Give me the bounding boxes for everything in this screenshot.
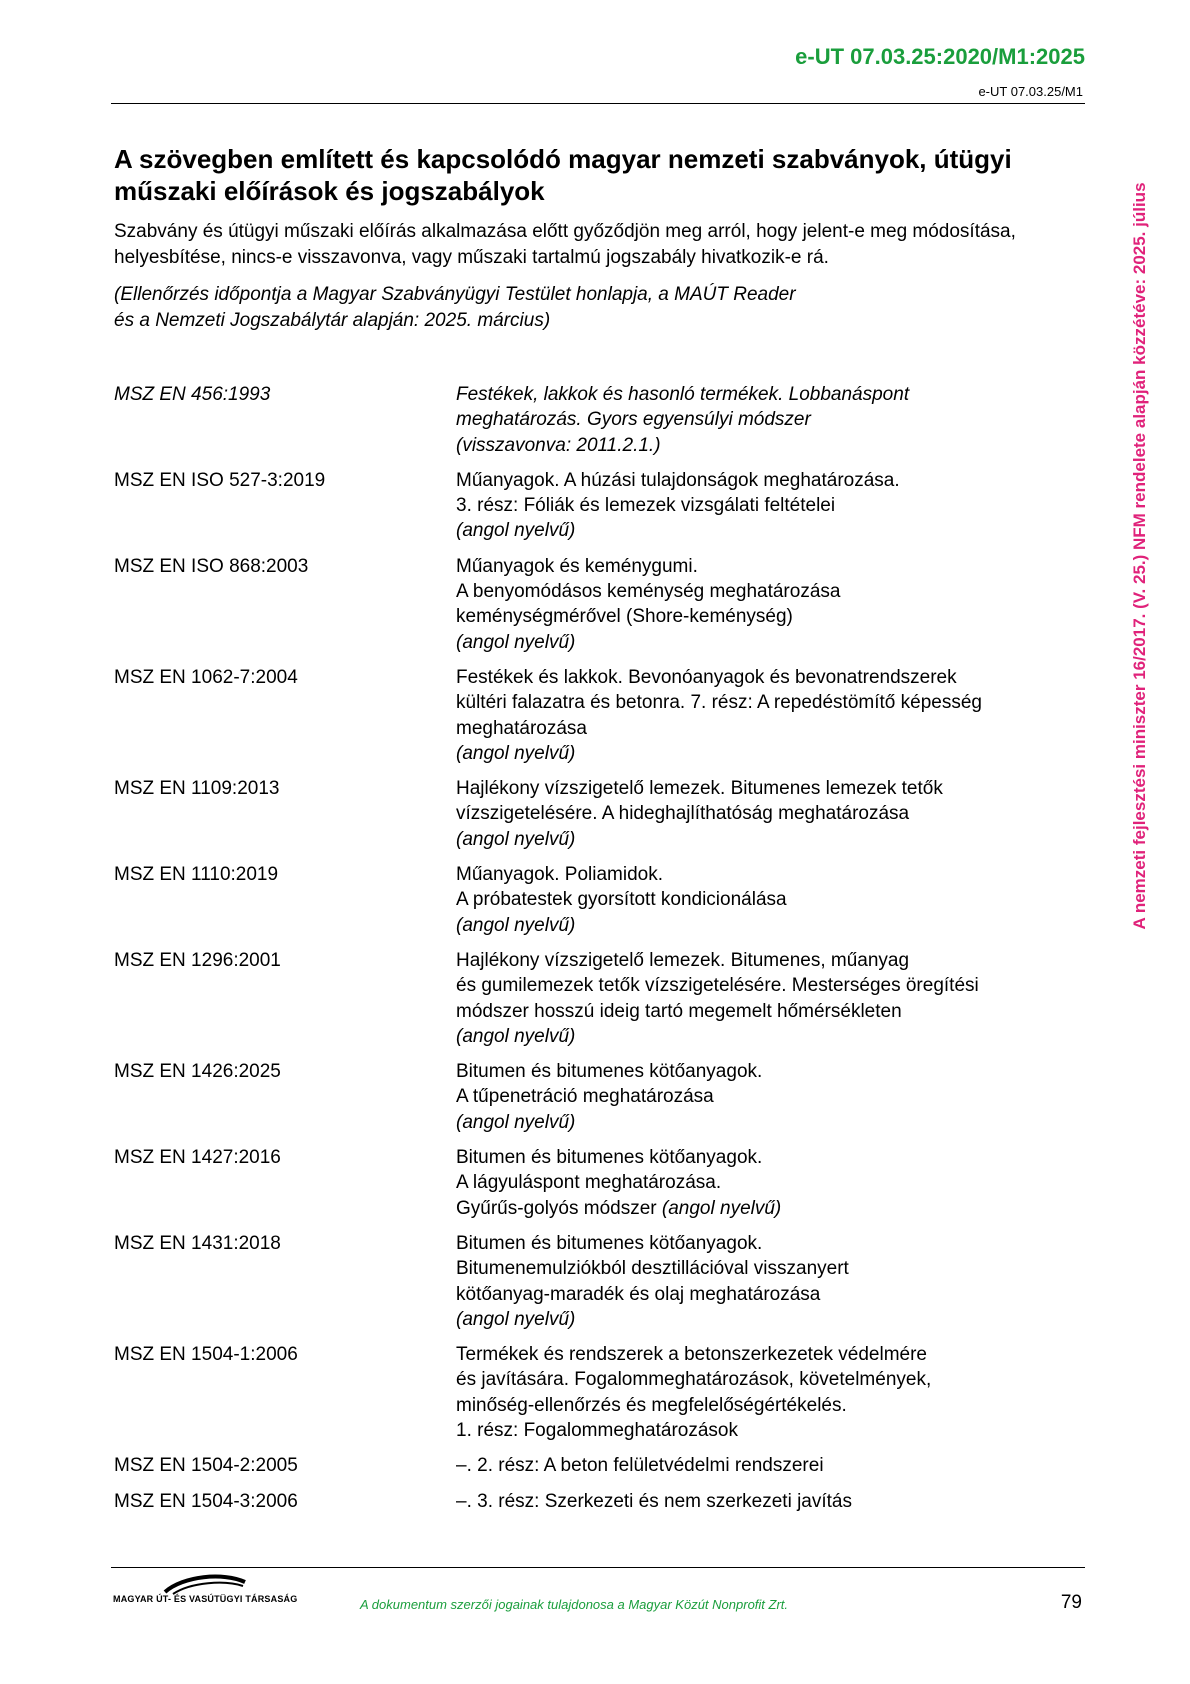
standard-row bbox=[114, 1342, 1094, 1443]
standard-code: MSZ EN 1109:2013 bbox=[114, 778, 280, 800]
standard-title-block bbox=[456, 948, 1094, 1049]
standard-code: MSZ EN 1296:2001 bbox=[114, 949, 281, 971]
standard-row bbox=[114, 1231, 1094, 1332]
standard-language: (angol nyelvű) bbox=[456, 1111, 576, 1133]
standard-title: Bitumen és bitumenes kötőanyagok. A lágyuláspont meghatározása. Gyűrűs-golyós módszer bbox=[456, 1147, 763, 1219]
standard-code: MSZ EN 1110:2019 bbox=[114, 864, 279, 886]
page-heading: A szövegben említett és kapcsolódó magyar nemzeti szabványok, útügyi műszaki előírások és jogszabályok bbox=[114, 144, 1012, 206]
intro-paragraph: Szabvány és útügyi műszaki előírás alkalmazása előtt győződjön meg arról, hogy jelent-e meg módosítása, helyesbítése, nincs-e visszavonva, vagy műszaki tartalmú jogszabály hivatkozik-e rá. bbox=[114, 221, 1016, 268]
standard-code: MSZ EN 1504-2:2005 bbox=[114, 1455, 298, 1477]
standard-title-block bbox=[456, 1145, 1094, 1221]
standard-language: (angol nyelvű) bbox=[456, 1308, 576, 1330]
standard-code: MSZ EN 1431:2018 bbox=[114, 1232, 281, 1254]
header-rule bbox=[111, 103, 1085, 104]
side-note-text: A nemzeti fejlesztési miniszter 16/2017. (V. 25.) NFM rendelete alapján közzétéve: 2025. július bbox=[1130, 182, 1149, 930]
standard-title-block bbox=[456, 1342, 1094, 1443]
standard-language: (angol nyelvű) bbox=[661, 1197, 782, 1219]
standard-row bbox=[114, 1489, 1094, 1514]
standard-title: –. 2. rész: A beton felületvédelmi rendszerei bbox=[456, 1455, 824, 1477]
logo-text: MAGYAR ÚT- ÉS VASÚTÜGYI TÁRSASÁG bbox=[113, 1594, 298, 1604]
standard-code: MSZ EN 456:1993 bbox=[114, 384, 271, 405]
standard-row bbox=[114, 1059, 1094, 1135]
standard-language: (angol nyelvű) bbox=[456, 520, 576, 542]
standard-row bbox=[114, 1145, 1094, 1221]
standard-row bbox=[114, 948, 1094, 1049]
standard-code: MSZ EN ISO 868:2003 bbox=[114, 555, 309, 577]
standard-title: Bitumen és bitumenes kötőanyagok. Bitumenemulziókból desztillációval visszanyert kötőanyag-maradék és olaj meghatározása bbox=[456, 1232, 849, 1305]
footer-rule bbox=[111, 1567, 1085, 1568]
copyright-notice: A dokumentum szerzői jogainak tulajdonosa a Magyar Közút Nonprofit Zrt. bbox=[360, 1597, 789, 1612]
standard-language: (angol nyelvű) bbox=[456, 914, 576, 936]
standard-title: Műanyagok. A húzási tulajdonságok meghatározása. 3. rész: Fóliák és lemezek vizsgálati feltételei bbox=[456, 469, 900, 517]
standard-language: (angol nyelvű) bbox=[456, 828, 576, 850]
standard-title: Hajlékony vízszigetelő lemezek. Bitumenes lemezek tetők vízszigetelésére. A hideghajlíthatóság meghatározása bbox=[456, 778, 943, 825]
standard-row bbox=[114, 468, 1094, 544]
standard-code: MSZ EN ISO 527-3:2019 bbox=[114, 469, 326, 491]
standard-title: Hajlékony vízszigetelő lemezek. Bitumenes, műanyag és gumilemezek tetők vízszigetelésére. Mesterséges öregítési módszer hosszú ideig tartó megemelt hőmérsékleten bbox=[456, 949, 979, 1022]
standard-code: MSZ EN 1504-1:2006 bbox=[114, 1344, 298, 1366]
standard-title: Termékek és rendszerek a betonszerkezetek védelmére és javítására. Fogalommeghatározások, követelmények, minőség-ellenőrzés és megfelelőségértékelés. 1. rész: Fogalommeghatározások bbox=[456, 1344, 932, 1441]
standard-title-block bbox=[456, 1489, 1094, 1514]
standard-title: Műanyagok. Poliamidok. A próbatestek gyorsított kondicionálása bbox=[456, 864, 787, 911]
standard-title: Festékek, lakkok és hasonló termékek. Lobbanáspont meghatározás. Gyors egyensúlyi módszer (visszavonva: 2011.2.1.) bbox=[456, 384, 910, 456]
standard-title: Műanyagok és keménygumi. A benyomódásos keménység meghatározása keménységmérővel (Shore-keménység) bbox=[456, 555, 841, 628]
standard-title: Festékek és lakkok. Bevonóanyagok és bevonatrendszerek kültéri falazatra és betonra. 7. rész: A repedéstömítő képesség meghatározása bbox=[456, 666, 982, 739]
standard-language: (angol nyelvű) bbox=[456, 631, 576, 653]
standard-row bbox=[114, 776, 1094, 852]
standard-title-block bbox=[456, 1453, 1094, 1478]
standard-code: MSZ EN 1504-3:2006 bbox=[114, 1490, 298, 1512]
standards-list bbox=[114, 382, 1094, 1524]
standard-row bbox=[114, 665, 1094, 766]
standard-title-block bbox=[456, 468, 1094, 544]
maut-logo bbox=[113, 1572, 298, 1612]
standard-row bbox=[114, 554, 1094, 655]
standard-row bbox=[114, 862, 1094, 938]
standard-title: Bitumen és bitumenes kötőanyagok. A tűpenetráció meghatározása bbox=[456, 1061, 763, 1108]
standard-title-block bbox=[456, 665, 1094, 766]
standard-code: MSZ EN 1062-7:2004 bbox=[114, 666, 298, 688]
standard-title-block bbox=[456, 1231, 1094, 1332]
page-number: 79 bbox=[1060, 1592, 1082, 1613]
verification-note: (Ellenőrzés időpontja a Magyar Szabványügyi Testület honlapja, a MAÚT Reader és a Nemzeti Jogszabálytár alapján: 2025. március) bbox=[114, 284, 796, 331]
standard-title-block bbox=[456, 554, 1094, 655]
standard-row bbox=[114, 1453, 1094, 1478]
doc-code: e-UT 07.03.25:2020/M1:2025 bbox=[795, 44, 1085, 69]
doc-subcode: e-UT 07.03.25/M1 bbox=[978, 84, 1083, 99]
standard-code: MSZ EN 1427:2016 bbox=[114, 1147, 281, 1169]
standard-code: MSZ EN 1426:2025 bbox=[114, 1061, 281, 1083]
standard-title-block bbox=[456, 1059, 1094, 1135]
standard-title-block bbox=[456, 862, 1094, 938]
standard-title: –. 3. rész: Szerkezeti és nem szerkezeti javítás bbox=[456, 1490, 852, 1512]
standard-title-block bbox=[456, 382, 1094, 458]
standard-row bbox=[114, 382, 1094, 458]
standard-title-block bbox=[456, 776, 1094, 852]
standard-language: (angol nyelvű) bbox=[456, 1025, 576, 1047]
standard-language: (angol nyelvű) bbox=[456, 742, 576, 764]
